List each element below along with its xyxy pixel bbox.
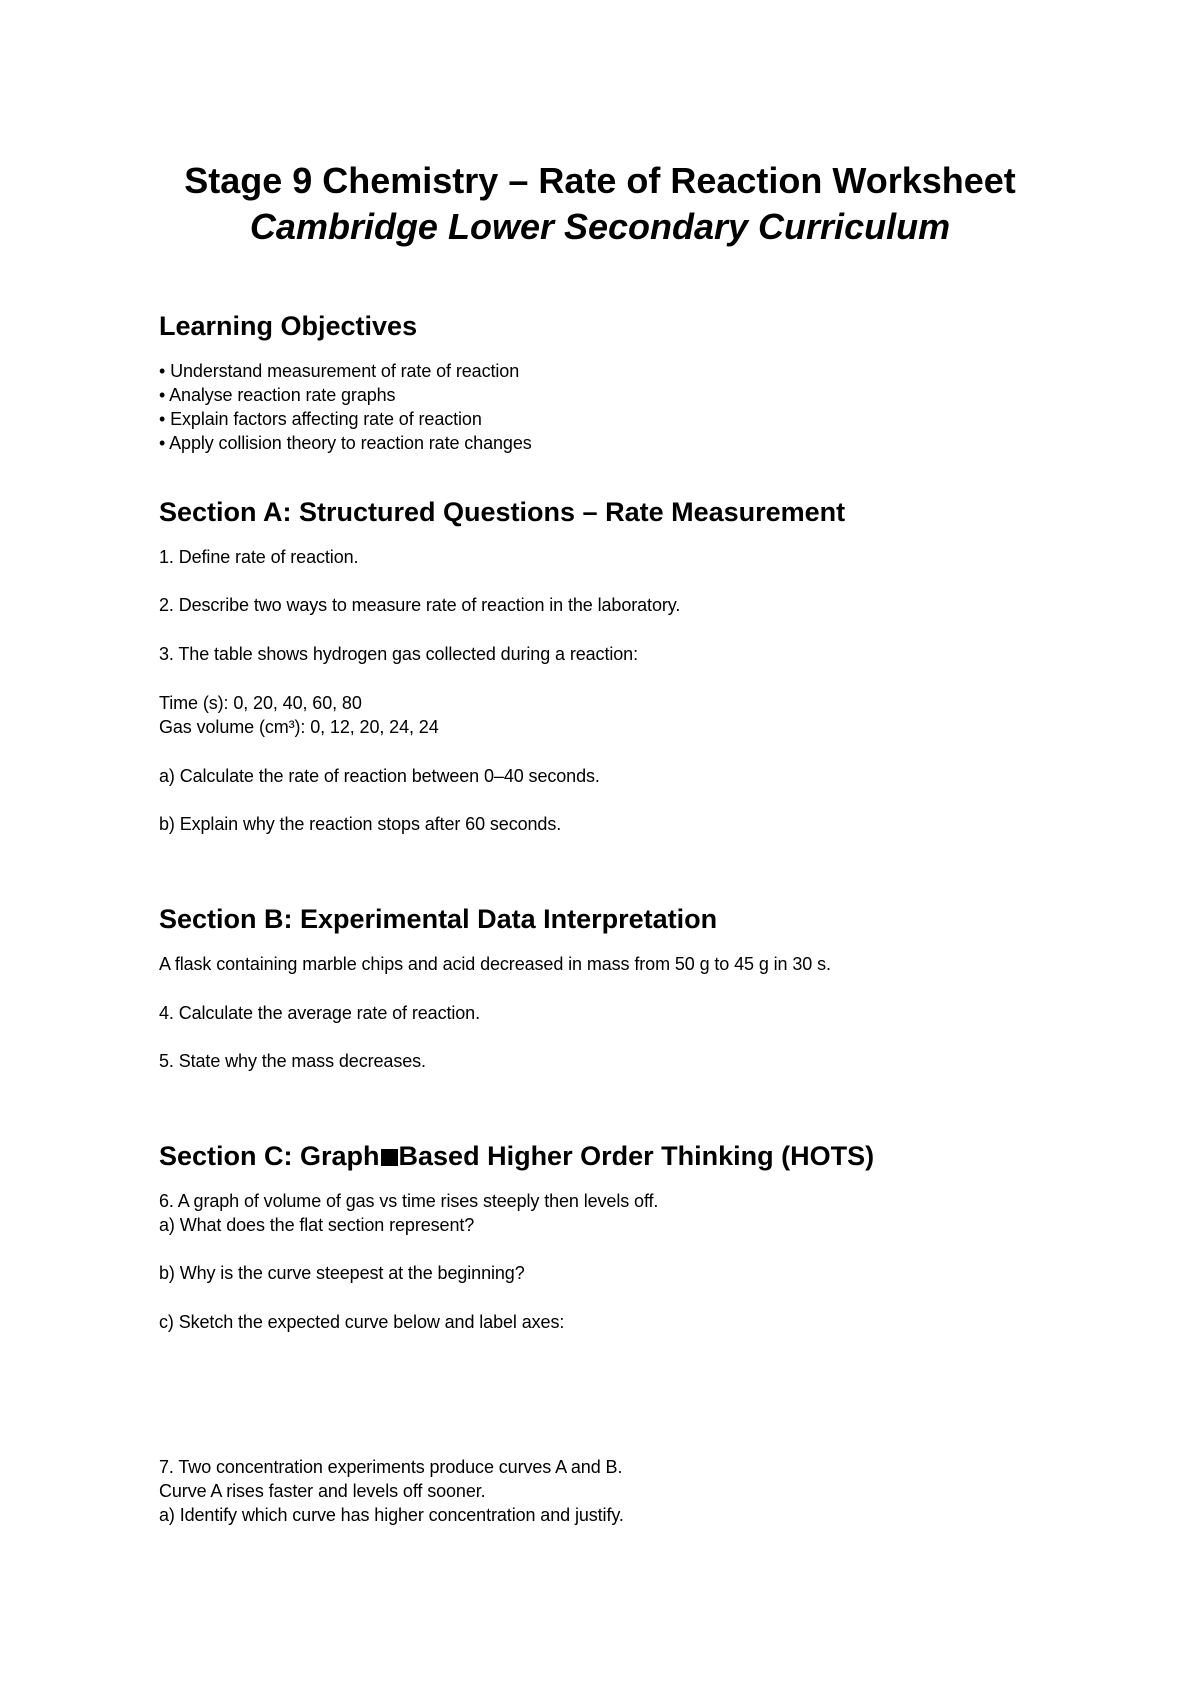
objective-text: Analyse reaction rate graphs [169, 385, 396, 405]
section-c-heading-part1: Section C: Graph [159, 1141, 380, 1171]
volume-data-row: Gas volume (cm³): 0, 12, 20, 24, 24 [159, 717, 439, 737]
question-7a: a) Identify which curve has higher concentration and justify. [159, 1505, 624, 1525]
bullet-marker: • [159, 385, 166, 405]
objective-item [159, 432, 532, 454]
bullet-marker: • [159, 433, 166, 453]
section-b-intro: A flask containing marble chips and acid decreased in mass from 50 g to 45 g in 30 s. [159, 954, 831, 974]
objective-item [159, 408, 482, 430]
missing-glyph-icon [381, 1149, 398, 1166]
question-5: 5. State why the mass decreases. [159, 1051, 426, 1071]
section-b-heading: Section B: Experimental Data Interpretation [159, 904, 718, 934]
question-3a: a) Calculate the rate of reaction between 0–40 seconds. [159, 766, 600, 786]
question-6: 6. A graph of volume of gas vs time rises steeply then levels off. [159, 1191, 659, 1211]
question-6a: a) What does the flat section represent? [159, 1215, 475, 1235]
question-4: 4. Calculate the average rate of reaction. [159, 1003, 480, 1023]
objective-item [159, 360, 519, 382]
sketch-area [159, 1340, 1039, 1450]
objective-item [159, 384, 395, 406]
question-3b: b) Explain why the reaction stops after 60 seconds. [159, 814, 562, 834]
section-a-heading: Section A: Structured Questions – Rate Measurement [159, 497, 846, 527]
section-c-heading [159, 1140, 874, 1172]
worksheet-subtitle: Cambridge Lower Secondary Curriculum [249, 206, 951, 247]
worksheet-title: Stage 9 Chemistry – Rate of Reaction Worksheet [184, 160, 1016, 201]
time-data-row: Time (s): 0, 20, 40, 60, 80 [159, 693, 362, 713]
question-6b: b) Why is the curve steepest at the beginning? [159, 1263, 525, 1283]
question-3: 3. The table shows hydrogen gas collected during a reaction: [159, 644, 638, 664]
section-c-heading-part2: Based Higher Order Thinking (HOTS) [398, 1141, 875, 1171]
objective-text: Apply collision theory to reaction rate changes [169, 433, 532, 453]
question-1: 1. Define rate of reaction. [159, 547, 359, 567]
objective-text: Understand measurement of rate of reaction [170, 361, 520, 381]
question-7: 7. Two concentration experiments produce curves A and B. [159, 1457, 623, 1477]
bullet-marker: • [159, 409, 166, 429]
question-7-detail: Curve A rises faster and levels off sooner. [159, 1481, 486, 1501]
objectives-heading: Learning Objectives [159, 311, 418, 341]
bullet-marker: • [159, 361, 166, 381]
objective-text: Explain factors affecting rate of reaction [170, 409, 482, 429]
question-2: 2. Describe two ways to measure rate of reaction in the laboratory. [159, 595, 681, 615]
question-6c: c) Sketch the expected curve below and label axes: [159, 1312, 565, 1332]
